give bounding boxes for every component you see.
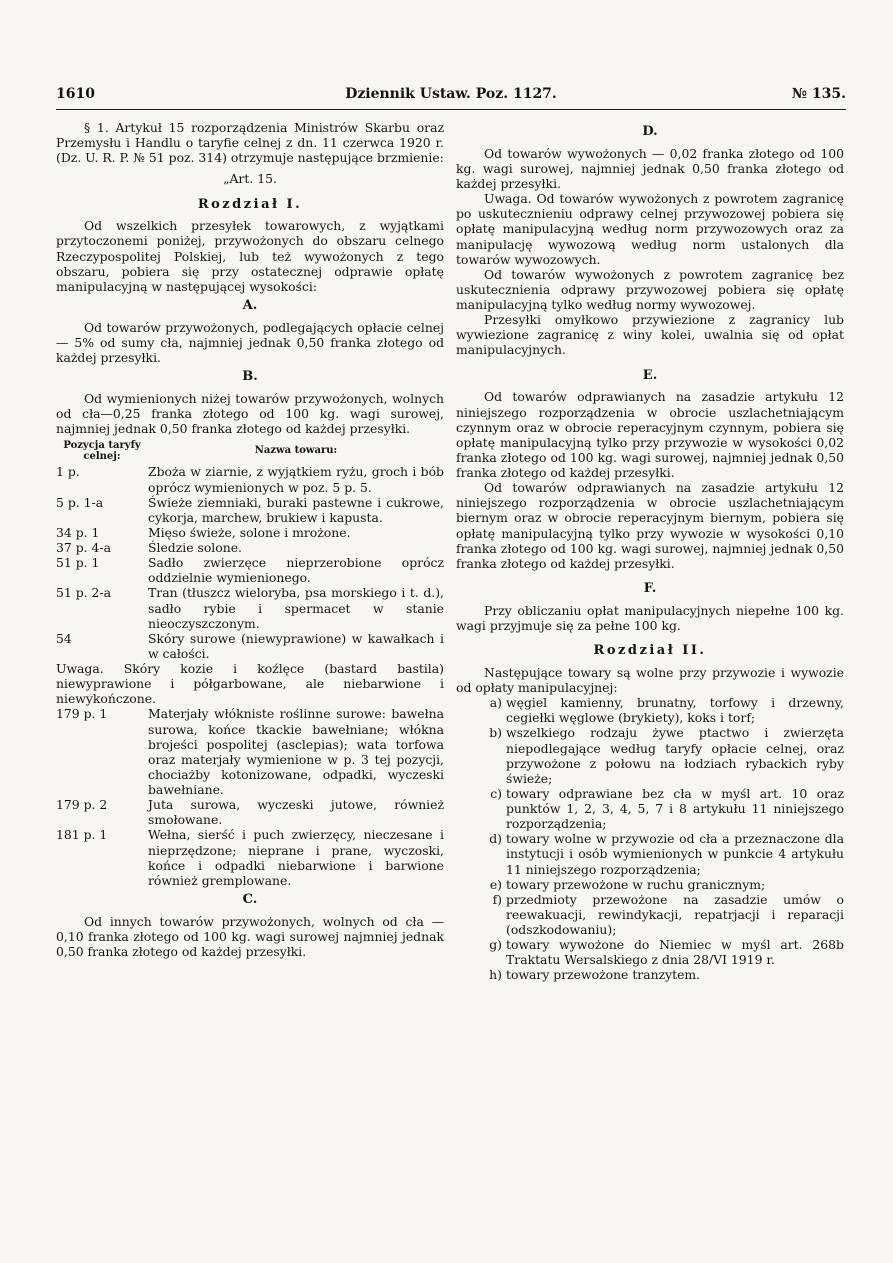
section-e-paragraph-2: Od towarów odprawianych na zasadzie artykułu 12 niniejszego rozporządzenia w obrocie uszlachetniającym biernym oraz w obrocie reperacyjnym biernym, pobiera się opłatę manipulacyjną tylko przy wywozie w wysokości 0,10 franka złotego od 100 kg. wagi surowej, najmniej jednak 0,50 franka złotego od każdej przesyłki.: [456, 480, 844, 571]
list-item: [482, 877, 844, 892]
chapter-1-heading: Rozdział I.: [197, 196, 303, 212]
list-item: [482, 937, 844, 967]
exemption-list: [456, 695, 844, 982]
row-position: 1 p.: [56, 464, 80, 480]
section-a-heading: A.: [242, 297, 258, 313]
list-item-text: towary przewożone w ruchu granicznym;: [506, 876, 766, 892]
list-item: [482, 695, 844, 725]
section-f-paragraph: Przy obliczaniu opłat manipulacyjnych niepełne 100 kg. wagi przyjmuje się za pełne 100 kg.: [456, 602, 844, 633]
row-position: 51 p. 2-a: [56, 585, 111, 601]
row-name: Mięso świeże, solone i mrożone.: [148, 524, 351, 540]
list-item: [482, 892, 844, 937]
table-row: [56, 797, 444, 827]
table-row: [56, 706, 444, 797]
list-item-key: h): [489, 967, 502, 983]
list-item-text: towary wywożone do Niemiec w myśl art. 268b Traktatu Wersalskiego z dnia 28/VI 1919 r.: [506, 937, 844, 968]
table-row: [56, 495, 444, 525]
row-name: Materjały włókniste roślinne surowe: bawełna surowa, końce tkackie bawełniane; włókna brojeści pospolitej (asclepias); wata torfowa oraz materjały wymienione w p. 3 tej pozycji, chociażby kotonizowane, odpadki, wyczeski bawełniane.: [148, 706, 444, 798]
section-e-heading: E.: [642, 367, 658, 383]
row-name: Wełna, sierść i puch zwierzęcy, nieczesane i nieprzędzone; nieprane i prane, wyczoski, końce i odpadki niebarwione i barwione również gremplowane.: [148, 827, 444, 888]
row-position: 179 p. 1: [56, 706, 108, 722]
row-name: Sadło zwierzęce nieprzerobione oprócz oddzielnie wymienionego.: [148, 555, 444, 586]
section-c-heading: C.: [242, 891, 258, 907]
tariff-table: [56, 464, 444, 888]
section-d-note-2: Od towarów wywożonych z powrotem zagranicę bez uskutecznienia odprawy przywozowej pobiera się opłatę manipulacyjną tylko według normy wywozowej.: [456, 266, 844, 313]
journal-title: Dziennik Ustaw. Poz. 1127.: [345, 86, 557, 102]
issue-number: № 135.: [791, 86, 846, 102]
page-header: [56, 86, 846, 108]
section-c-paragraph: Od innych towarów przywożonych, wolnych od cła — 0,10 franka złotego od 100 kg. wagi surowej najmniej jednak 0,50 franka złotego od każdej przesyłki.: [56, 913, 444, 960]
list-item: [482, 786, 844, 831]
column-header-name: Nazwa towaru:: [254, 445, 338, 457]
list-item-key: a): [489, 695, 502, 711]
row-name: Śledzie solone.: [148, 540, 242, 556]
chapter-2-heading: Rozdział II.: [593, 643, 707, 659]
row-name: Juta surowa, wyczeski jutowe, również smołowane.: [148, 797, 444, 828]
table-note: Uwaga. Skóry kozie i koźlęce (bastard bastila) niewyprawione i półgarbowane, ale niebarwione i niewykończone.: [56, 661, 444, 707]
chapter-2-paragraph: Następujące towary są wolne przy przywozie i wywozie od opłaty manipulacyjnej:: [456, 664, 844, 696]
table-row: [56, 827, 444, 888]
list-item-key: d): [489, 831, 502, 847]
header-rule: [56, 109, 846, 110]
section-d-note-1: Uwaga. Od towarów wywożonych z powrotem zagranicę po uskutecznieniu odprawy celnej przywozowej pobiera się opłatę manipulacyjną według norm przywozowych oraz za manipulację wywozową według norm ustalonych dla towarów wywozowych.: [456, 191, 844, 267]
list-item-key: e): [489, 876, 502, 892]
list-item-text: wszelkiego rodzaju żywe ptactwo i zwierzęta niepodlegające według taryfy opłacie celnej, oraz przywożone z połowu na łodziach rybackich ryby świeże;: [506, 725, 844, 786]
table-row: [56, 540, 444, 555]
article-title: „Art. 15.: [223, 171, 277, 187]
page-number: 1610: [56, 86, 95, 102]
section-d-note-3: Przesyłki omyłkowo przywiezione z zagranicy lub wywiezione zagranicę z winy kolei, uwalnia się od opłat manipulacyjnych.: [456, 312, 844, 358]
table-row: [56, 525, 444, 540]
list-item-key: g): [489, 937, 502, 953]
column-header-position: Pozycja taryfy celnej:: [63, 440, 141, 463]
table-row: [56, 464, 444, 494]
list-item-text: towary wolne w przywozie od cła a przeznaczone dla instytucji i osób wymienionych w punkcie 4 artykułu 11 niniejszego rozporządzenia;: [506, 831, 844, 877]
chapter-1-paragraph: Od wszelkich przesyłek towarowych, z wyjątkami przytoczonemi poniżej, przywożonych do obszaru celnego Rzeczypospolitej Polskiej, lub też wywożonych z tego obszaru, pobiera się przy ostatecznej odprawie opłatę manipulacyjną w następującej wysokości:: [56, 218, 444, 294]
list-item-key: f): [492, 891, 502, 907]
list-item-text: towary przewożone tranzytem.: [506, 967, 701, 983]
list-item-text: towary odprawiane bez cła w myśl art. 10 oraz punktów 1, 2, 3, 4, 5, 7 i 8 artykułu 11 niniejszego rozporządzenia;: [506, 785, 844, 832]
section-f-heading: F.: [643, 580, 657, 596]
list-item: [482, 967, 844, 982]
section-b-heading: B.: [242, 369, 258, 385]
row-position: 54: [56, 630, 72, 646]
row-name: Świeże ziemniaki, buraki pastewne i cukrowe, cykorja, marchew, brukiew i kapusta.: [148, 494, 444, 525]
row-position: 37 p. 4-a: [56, 540, 111, 556]
row-position: 51 p. 1: [56, 555, 100, 571]
row-name: Skóry surowe (niewyprawione) w kawałkach i w całości.: [148, 630, 444, 661]
list-item: [482, 725, 844, 786]
section-a-paragraph: Od towarów przywożonych, podlegających opłacie celnej — 5% od sumy cła, najmniej jednak 0,50 franka złotego od każdej przesyłki.: [56, 319, 444, 366]
intro-paragraph: § 1. Artykuł 15 rozporządzenia Ministrów Skarbu oraz Przemysłu i Handlu o taryfie celnej z dn. 11 czerwca 1920 r. (Dz. U. R. P. № 51 poz. 314) otrzymuje następujące brzmienie:: [56, 120, 444, 166]
row-name: Zboża w ziarnie, z wyjątkiem ryżu, groch i bób oprócz wymienionych w poz. 5 p. 5.: [148, 464, 444, 495]
tariff-table-header: [56, 440, 444, 462]
table-row: [56, 631, 444, 661]
row-position: 181 p. 1: [56, 827, 108, 843]
list-item-key: c): [490, 785, 502, 801]
table-row: [56, 585, 444, 630]
row-position: 34 p. 1: [56, 524, 100, 540]
document-page: [56, 86, 846, 1246]
row-position: 179 p. 2: [56, 797, 108, 813]
section-b-paragraph: Od wymienionych niżej towarów przywożonych, wolnych od cła—0,25 franka złotego od 100 kg. wagi surowej, najmniej jednak 0,50 franka złotego od każdej przesyłki.: [56, 391, 444, 437]
list-item-text: przedmioty przewożone na zasadzie umów o reewakuacji, rewindykacji, repatrjacji i reparacji (odszkodowaniu);: [506, 891, 844, 938]
left-column: [56, 120, 444, 959]
right-column: [456, 120, 844, 983]
list-item-text: węgiel kamienny, brunatny, torfowy i drzewny, cegiełki węglowe (brykiety), koks i torf;: [506, 695, 844, 726]
section-d-heading: D.: [642, 124, 658, 139]
list-item: [482, 831, 844, 876]
list-item-key: b): [489, 725, 502, 741]
section-e-paragraph-1: Od towarów odprawianych na zasadzie artykułu 12 niniejszego rozporządzenia w obrocie uszlachetniającym czynnym oraz w obrocie reperacyjnym czynnym, pobiera się opłatę manipulacyjną tylko przy przywozie w wysokości 0,02 franka złotego od 100 kg. wagi surowej, najmniej jednak 0,50 franka złotego od każdej przesyłki.: [456, 389, 844, 481]
table-row: [56, 555, 444, 585]
row-name: Tran (tłuszcz wieloryba, psa morskiego i t. d.), sadło rybie i spermacet w stanie nieoczyszczonym.: [148, 585, 444, 631]
section-d-paragraph: Od towarów wywożonych — 0,02 franka złotego od 100 kg. wagi surowej, najmniej jednak 0,50 franka złotego od każdej przesyłki.: [456, 145, 844, 192]
row-position: 5 p. 1-a: [56, 494, 104, 510]
